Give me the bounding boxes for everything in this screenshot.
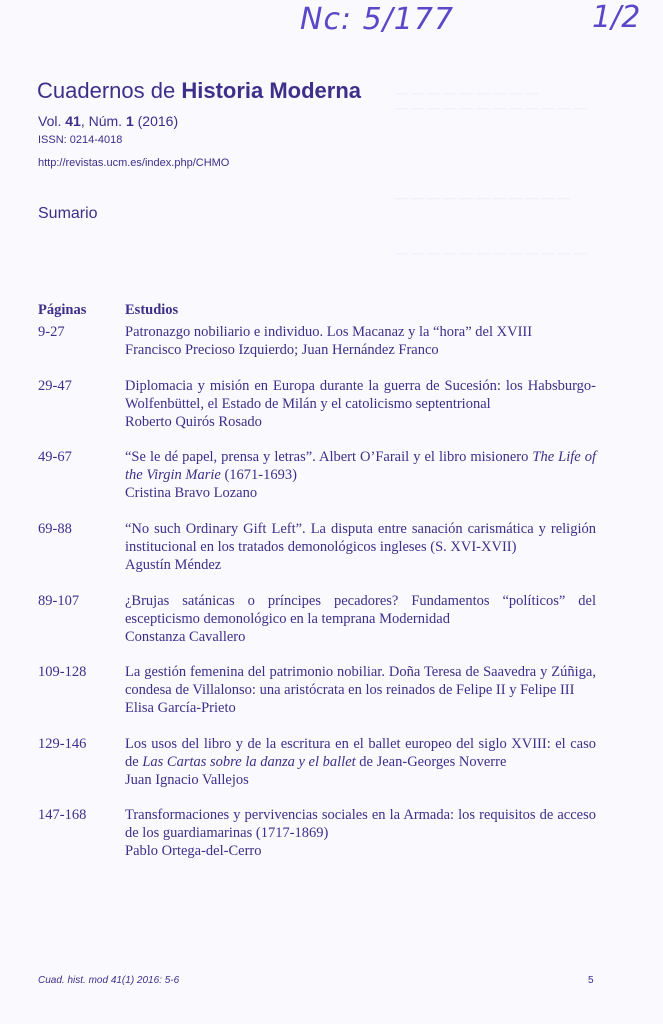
- volume-prefix: Vol.: [38, 113, 66, 129]
- toc-entry-authors: Cristina Bravo Lozano: [125, 485, 258, 501]
- toc-entry-title[interactable]: “No such Ordinary Gift Left”. La disputa entre sanación carismática y religión institucional en los tratados demonológicos ingleses (S. XVI-XVII): [125, 521, 596, 555]
- journal-url[interactable]: http://revistas.ucm.es/index.php/CHMO: [38, 157, 230, 169]
- footer-citation: Cuad. hist. mod 41(1) 2016: 5-6: [38, 975, 180, 986]
- toc-entry-authors: Roberto Quirós Rosado: [125, 414, 262, 430]
- issue-number: 1: [125, 113, 134, 129]
- toc-entry-pages: 147-168: [38, 807, 87, 823]
- toc-entry-pages: 49-67: [38, 449, 72, 465]
- toc-entry-title-part: (1671-1693): [220, 467, 297, 483]
- journal-title: [37, 78, 361, 104]
- toc-entry-authors: Francisco Precioso Izquierdo; Juan Hernández Franco: [125, 342, 439, 358]
- toc-entry-pages: 9-27: [38, 324, 65, 340]
- toc-entry-pages: 89-107: [38, 593, 80, 609]
- toc-entry-title-part: “Se le dé papel, prensa y letras”. Albert O’Farail y el libro misionero: [125, 449, 533, 465]
- toc-entry-authors: Agustín Méndez: [125, 557, 222, 573]
- toc-entry-title[interactable]: ¿Brujas satánicas o príncipes pecadores? Fundamentos “políticos” del escepticismo demonológico en la temprana Modernidad: [125, 593, 596, 627]
- toc-studies-heading: Estudios: [125, 302, 179, 318]
- toc-entry-authors: Elisa García-Prieto: [125, 700, 236, 716]
- toc-entry-title-italic: Las Cartas sobre la danza y el ballet: [142, 754, 356, 770]
- journal-title-bold: Historia Moderna: [181, 78, 362, 103]
- toc-entry-title[interactable]: Patronazgo nobiliario e individuo. Los Macanaz y la “hora” del XVIII: [125, 324, 533, 340]
- handwritten-call-number: Nc: 5/177: [300, 2, 455, 37]
- toc-entry-title[interactable]: [125, 448, 596, 484]
- volume-year: (2016): [133, 113, 179, 129]
- toc-entry-pages: 129-146: [38, 736, 87, 752]
- toc-entry-authors: Constanza Cavallero: [125, 629, 246, 645]
- toc-entry-authors: Pablo Ortega-del-Cerro: [125, 843, 262, 859]
- toc-entry-pages: 29-47: [38, 378, 72, 394]
- footer-page-number: 5: [588, 975, 594, 986]
- toc-entry-pages: 109-128: [38, 664, 87, 680]
- volume-line: [38, 113, 178, 129]
- toc-entry-authors: Juan Ignacio Vallejos: [125, 772, 249, 788]
- journal-title-plain: Cuadernos de: [37, 78, 182, 103]
- toc-entry-pages: 69-88: [38, 521, 72, 537]
- toc-entry-title[interactable]: [125, 735, 596, 771]
- issn: ISSN: 0214-4018: [38, 134, 123, 146]
- toc-pages-heading: Páginas: [38, 302, 87, 318]
- volume-mid: , Núm.: [80, 113, 126, 129]
- toc-entry-title[interactable]: Diplomacia y misión en Europa durante la guerra de Sucesión: los Habsburgo-Wolfenbüttel, el Estado de Milán y el catolicismo septentrional: [125, 378, 596, 412]
- section-title: Sumario: [38, 205, 98, 222]
- toc-entry-title[interactable]: Transformaciones y pervivencias sociales en la Armada: los requisitos de acceso de los guardiamarinas (1717-1869): [125, 807, 596, 841]
- toc-entry-title-part: Los usos del libro y de la escritura en el ballet europeo del siglo XVIII: el caso de: [125, 736, 596, 770]
- toc-entry-title[interactable]: La gestión femenina del patrimonio nobiliar. Doña Teresa de Saavedra y Zúñiga, condesa de Villalonso: una aristócrata en los reinados de Felipe II y Felipe III: [125, 664, 596, 698]
- toc-entry-title-part: de Jean-Georges Noverre: [355, 754, 507, 770]
- toc-entry-title-italic: The Life of the Virgin Marie: [125, 449, 596, 483]
- volume-number: 41: [65, 113, 81, 129]
- handwritten-page-mark: 1/2: [592, 0, 641, 35]
